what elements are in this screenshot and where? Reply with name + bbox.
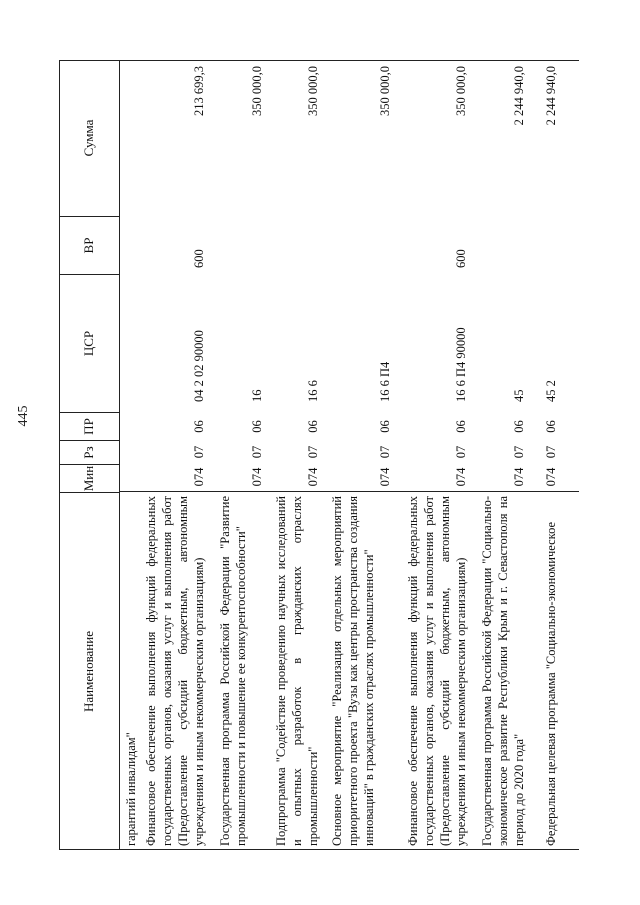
row-name: Государственная программа Российской Федерации "Социально-экономическое развитие Республики Крым и г. Севастополя на период до 2020 года" [480,496,526,846]
row-pr: 06 [306,420,320,433]
row-csr: 16 [250,389,264,402]
row-pr: 06 [250,420,264,433]
row-name: Финансовое обеспечение выполнения функций федеральных государственных органов, оказания услуг и выполнения работ (Предоставление субсидий бюджетным, автономным учреждениям и иным некоммерческим организациям) [144,496,206,846]
body-left-border [119,849,579,850]
header-csr: ЦСР [59,274,119,412]
row-rz: 07 [250,445,264,459]
row-min: 074 [306,467,320,487]
row-rz: 07 [378,445,392,459]
row-min: 074 [544,467,558,487]
row-name: Федеральная целевая программа "Социально-экономическое [544,521,558,846]
row-vr: 600 [192,249,206,268]
row-min: 074 [512,467,526,487]
header-sum: Сумма [81,119,96,157]
row-pr: 06 [192,420,206,433]
row-rz: 07 [454,445,468,459]
row-csr: 45 [512,389,526,402]
row-csr: 16 6 П4 [378,361,392,402]
header-pr: ПР [59,412,119,440]
row-sum: 350 000,0 [378,66,392,116]
row-name: Основное мероприятие "Реализация отдельных мероприятий приоритетного проекта "Вузы как центры пространства создания инноваций" в гражданских отраслях промышленности" [330,496,376,846]
row-name: гарантий инвалидам" [124,732,138,846]
row-name: Государственная программа Российской Федерации "Развитие промышленности и повышение ее конкурентоспособности" [218,496,248,846]
row-csr: 45 2 [544,380,558,402]
row-min: 074 [250,467,264,487]
row-pr: 06 [378,420,392,433]
header-vr: ВР [59,216,119,274]
row-sum: 350 000,0 [306,66,320,116]
name-column-border [119,491,579,492]
row-sum: 350 000,0 [250,66,264,116]
row-name: Финансовое обеспечение выполнения функций федеральных государственных органов, оказания услуг и выполнения работ (Предоставление субсидий бюджетным, автономным учреждениям и иным некоммерческим организациям) [406,496,468,846]
row-min: 074 [378,467,392,487]
row-rz: 07 [306,445,320,459]
row-csr: 16 6 [306,380,320,402]
row-pr: 06 [544,420,558,433]
row-csr: 04 2 02 90000 [192,330,206,402]
budget-table [59,60,579,850]
row-sum: 2 244 940,0 [544,66,558,126]
header-bottom-border [119,60,120,850]
row-rz: 07 [192,445,206,459]
row-sum: 350 000,0 [454,66,468,116]
page-number: 445 [16,405,31,427]
row-rz: 07 [512,445,526,459]
header-rz: Рз [59,440,119,464]
row-csr: 16 6 П4 90000 [454,327,468,402]
row-pr: 06 [454,420,468,433]
row-rz: 07 [544,445,558,459]
row-name: Подпрограмма "Содействие проведению научных исследований и опытных разработок в гражданских отраслях промышленности" [274,496,320,846]
row-min: 074 [454,467,468,487]
header-name: Наименование [59,492,119,850]
header-min: Мин [59,464,119,492]
row-min: 074 [192,467,206,487]
row-vr: 600 [454,249,468,268]
row-sum: 2 244 940,0 [512,66,526,126]
row-sum: 213 699,3 [192,66,206,116]
row-pr: 06 [512,420,526,433]
